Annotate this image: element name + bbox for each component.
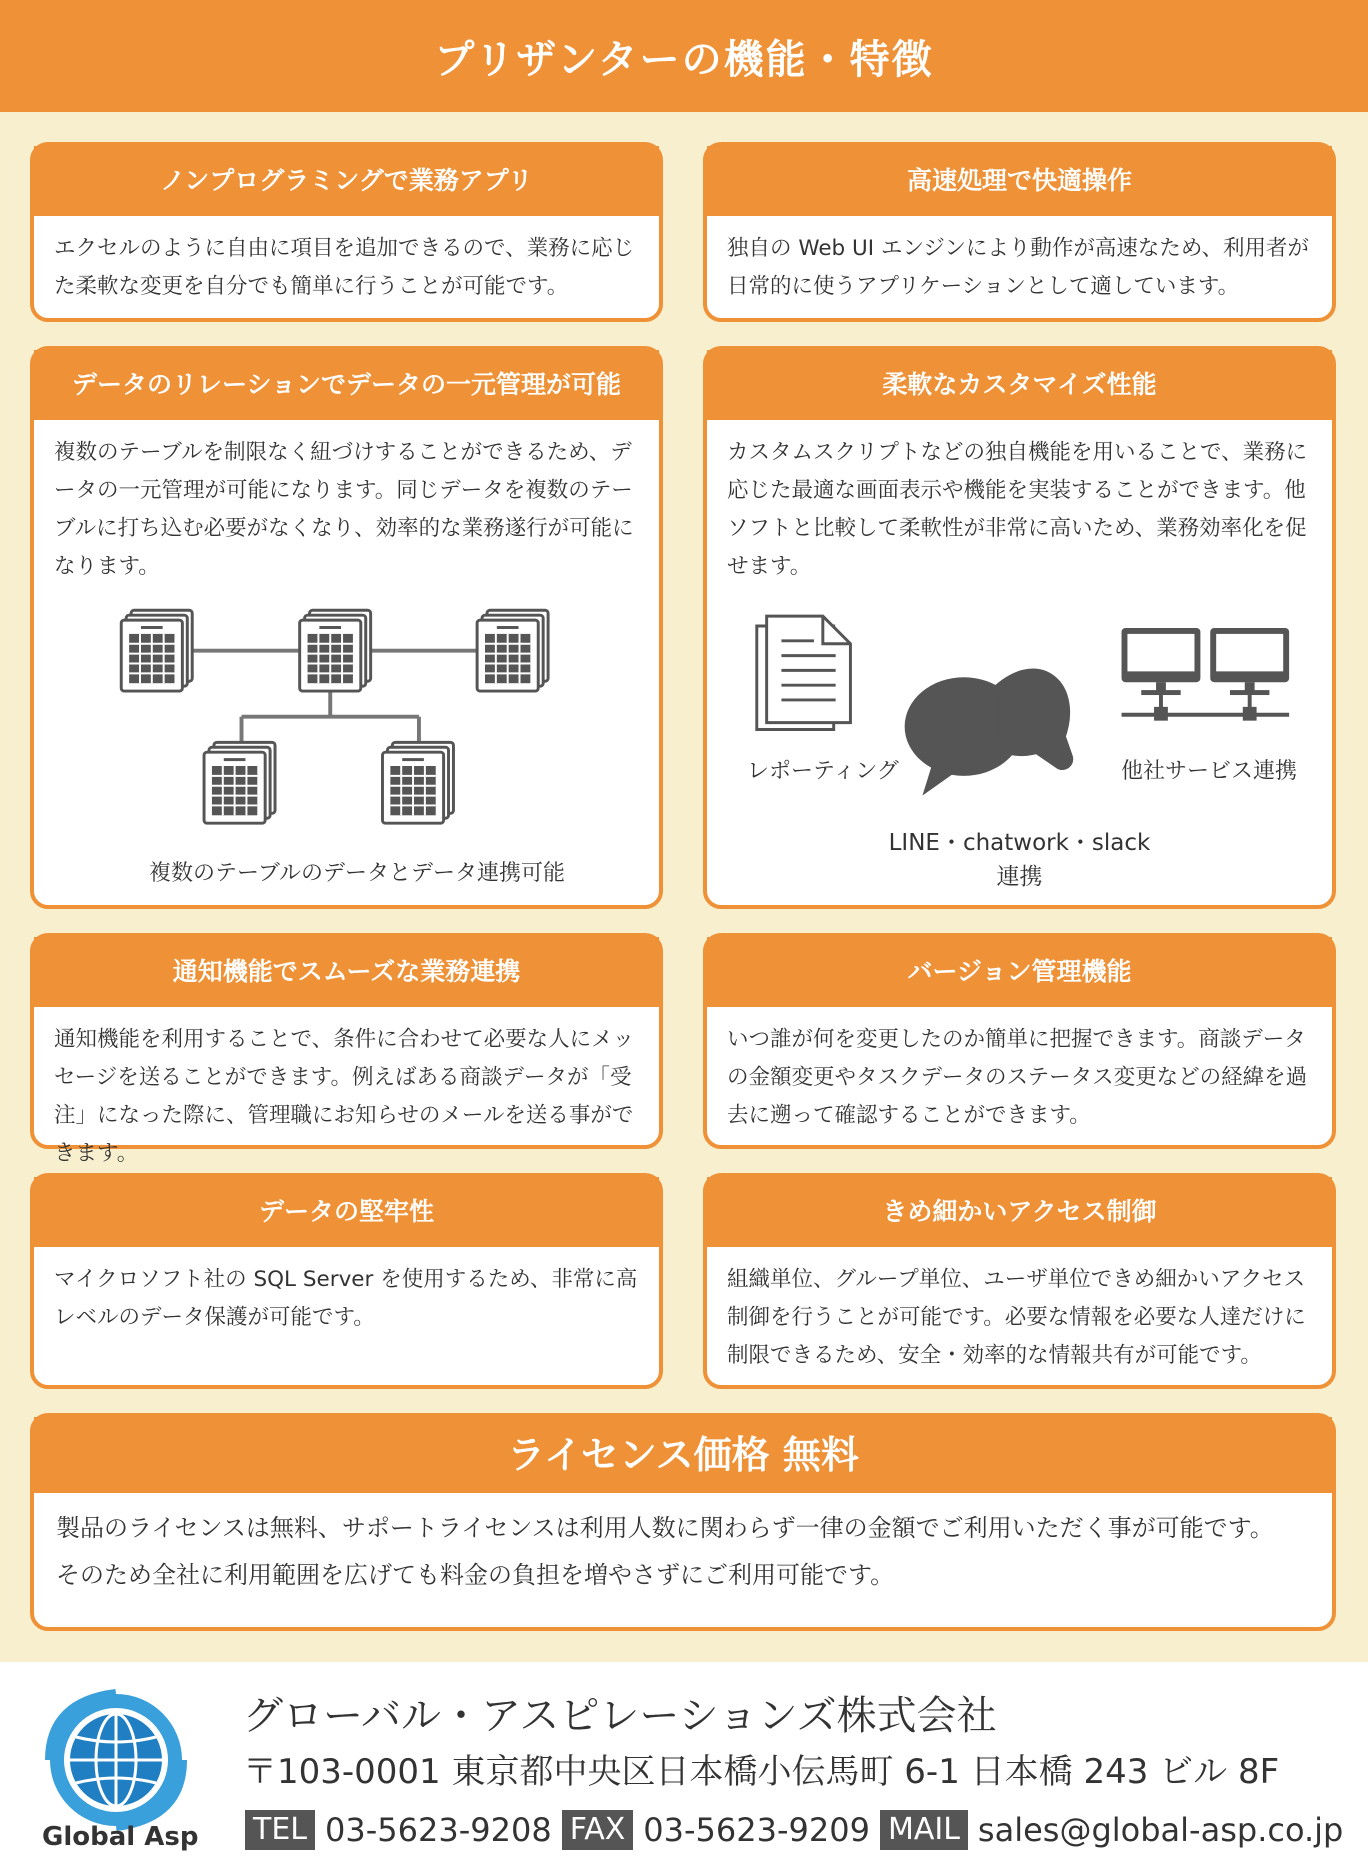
- monitor-icon: [1210, 628, 1289, 695]
- label-chat-integration-2: 連携: [996, 864, 1043, 890]
- label-chat-integration: LINE・chatwork・slack: [888, 830, 1151, 856]
- card-data-robustness: [30, 1173, 663, 1389]
- card-body: マイクロソフト社の SQL Server を使用するため、非常に高レベルのデータ保護が可能です。: [54, 1267, 638, 1330]
- page-title: プリザンターの機能・特徴: [0, 0, 1368, 112]
- table-relation-diagram: [34, 350, 659, 905]
- card-version-control: [703, 933, 1336, 1149]
- license-title: ライセンス価格 無料: [34, 1417, 1332, 1493]
- card-data-relation: [30, 346, 663, 909]
- card-title: きめ細かいアクセス制御: [707, 1177, 1332, 1247]
- card-title: データのリレーションでデータの一元管理が可能: [34, 350, 659, 420]
- integration-diagram: [707, 350, 1332, 905]
- table-icon: [121, 610, 192, 691]
- document-icon: [757, 616, 851, 729]
- table-icon: [382, 742, 453, 823]
- license-body: [34, 1493, 1332, 1599]
- card-title: 柔軟なカスタマイズ性能: [707, 350, 1332, 420]
- card-fast-processing: [703, 142, 1336, 322]
- logo-text: Global Asp: [42, 1822, 199, 1852]
- fax-label: FAX: [562, 1810, 634, 1850]
- card-body: エクセルのように自由に項目を追加できるので、業務に応じた柔軟な変更を自分でも簡単に行うことが可能です。: [54, 236, 635, 299]
- fax-number: 03-5623-9209: [643, 1811, 870, 1849]
- card-body: 組織単位、グループ単位、ユーザ単位できめ細かいアクセス制御を行うことが可能です。必要な情報を必要な人達だけに制限できるため、安全・効率的な情報共有が可能です。: [727, 1267, 1306, 1368]
- company-name: グローバル・アスピレーションズ株式会社: [243, 1693, 997, 1739]
- card-access-control: [703, 1173, 1336, 1389]
- license-line-1: 製品のライセンスは無料、サポートライセンスは利用人数に関わらず一律の金額でご利用いただく事が可能です。: [56, 1514, 1274, 1542]
- label-service-integration: 他社サービス連携: [1121, 759, 1298, 784]
- license-line-2: そのため全社に利用範囲を広げても料金の負担を増やさずにご利用可能です。: [56, 1561, 895, 1589]
- card-body: カスタムスクリプトなどの独自機能を用いることで、業務に応じた最適な画面表示や機能を実装することができます。他ソフトと比較して柔軟性が非常に高いため、業務効率化を促せます。: [727, 440, 1308, 579]
- footer: [0, 1662, 1368, 1867]
- card-body: 独自の Web UI エンジンにより動作が高速なため、利用者が日常的に使うアプリケーションとして適しています。: [727, 236, 1310, 299]
- card-body: 通知機能を利用することで、条件に合わせて必要な人にメッセージを送ることができます。例えばある商談データが「受注」になった際に、管理職にお知らせのメールを送る事ができます。: [54, 1027, 635, 1166]
- license-card: [30, 1413, 1336, 1631]
- card-body: 複数のテーブルを制限なく紐づけすることができるため、データの一元管理が可能になります。同じデータを複数のテーブルに打ち込む必要がなくなり、効率的な業務遂行が可能になります。: [54, 440, 634, 579]
- chat-bubble-icon: [905, 677, 1065, 795]
- card-notification: [30, 933, 663, 1166]
- mail-address[interactable]: sales@global-asp.co.jp: [977, 1811, 1344, 1849]
- diagram-caption: 複数のテーブルのデータとデータ連携可能: [149, 861, 566, 886]
- label-reporting: レポーティング: [747, 759, 899, 784]
- contact-info: [245, 1810, 1353, 1850]
- card-title: 高速処理で快適操作: [707, 146, 1332, 216]
- company-address: 〒103-0001 東京都中央区日本橋小伝馬町 6-1 日本橋 243 ビル 8F: [243, 1752, 1280, 1792]
- monitor-icon: [1122, 628, 1201, 695]
- card-nonprogramming: [30, 142, 663, 322]
- table-icon: [204, 742, 275, 823]
- card-body: いつ誰が何を変更したのか簡単に把握できます。商談データの金額変更やタスクデータのステータス変更などの経緯を過去に遡って確認することができます。: [727, 1027, 1308, 1128]
- tel-label: TEL: [245, 1810, 315, 1850]
- tel-number: 03-5623-9208: [325, 1811, 552, 1849]
- table-icon: [477, 610, 548, 691]
- table-icon: [300, 610, 371, 691]
- card-title: バージョン管理機能: [707, 937, 1332, 1007]
- card-title: 通知機能でスムーズな業務連携: [34, 937, 659, 1007]
- card-title: データの堅牢性: [34, 1177, 659, 1247]
- card-customization: [703, 346, 1336, 909]
- mail-label: MAIL: [880, 1810, 968, 1850]
- card-title: ノンプログラミングで業務アプリ: [34, 146, 659, 216]
